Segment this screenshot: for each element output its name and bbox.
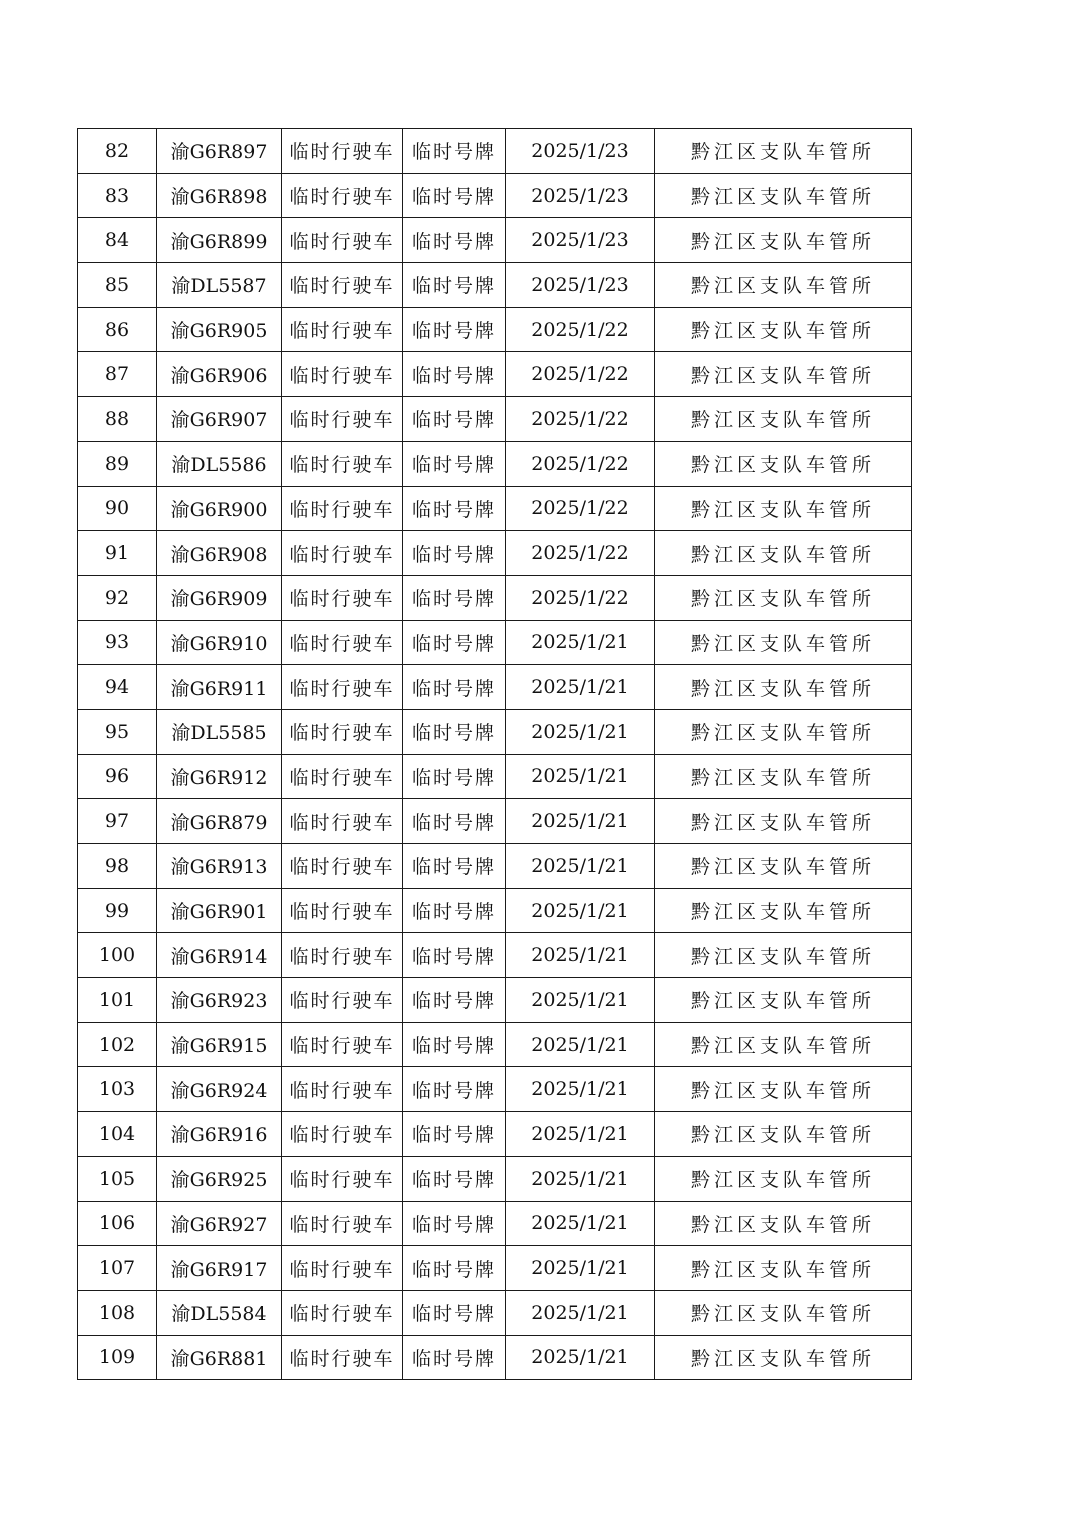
business-type-cell: 临时行驶车 bbox=[282, 129, 403, 174]
issue-date-cell: 2025/1/22 bbox=[506, 352, 655, 397]
plate-type-cell: 临时号牌 bbox=[403, 888, 506, 933]
business-type-cell: 临时行驶车 bbox=[282, 1201, 403, 1246]
issue-date-cell: 2025/1/21 bbox=[506, 1022, 655, 1067]
business-type-cell: 临时行驶车 bbox=[282, 1067, 403, 1112]
issue-date-cell: 2025/1/23 bbox=[506, 129, 655, 174]
issuing-office-cell: 黔江区支队车管所 bbox=[655, 665, 912, 710]
table-row bbox=[78, 978, 912, 1023]
business-type-cell: 临时行驶车 bbox=[282, 799, 403, 844]
plate-type-cell: 临时号牌 bbox=[403, 933, 506, 978]
issue-date-cell: 2025/1/22 bbox=[506, 486, 655, 531]
business-type-cell: 临时行驶车 bbox=[282, 1112, 403, 1157]
plate-type-cell: 临时号牌 bbox=[403, 531, 506, 576]
serial-number-cell: 85 bbox=[78, 263, 157, 308]
plate-type-cell: 临时号牌 bbox=[403, 441, 506, 486]
business-type-cell: 临时行驶车 bbox=[282, 754, 403, 799]
table-row bbox=[78, 888, 912, 933]
plate-type-cell: 临时号牌 bbox=[403, 307, 506, 352]
table-row bbox=[78, 263, 912, 308]
issuing-office-cell: 黔江区支队车管所 bbox=[655, 531, 912, 576]
serial-number-cell: 98 bbox=[78, 844, 157, 889]
issue-date-cell: 2025/1/21 bbox=[506, 1335, 655, 1380]
business-type-cell: 临时行驶车 bbox=[282, 1335, 403, 1380]
plate-type-cell: 临时号牌 bbox=[403, 709, 506, 754]
plate-number-cell: 渝DL5585 bbox=[157, 709, 282, 754]
business-type-cell: 临时行驶车 bbox=[282, 441, 403, 486]
business-type-cell: 临时行驶车 bbox=[282, 1022, 403, 1067]
issuing-office-cell: 黔江区支队车管所 bbox=[655, 1335, 912, 1380]
issue-date-cell: 2025/1/21 bbox=[506, 1112, 655, 1157]
plate-number-cell: 渝G6R913 bbox=[157, 844, 282, 889]
issuing-office-cell: 黔江区支队车管所 bbox=[655, 888, 912, 933]
issuing-office-cell: 黔江区支队车管所 bbox=[655, 173, 912, 218]
issue-date-cell: 2025/1/23 bbox=[506, 218, 655, 263]
issuing-office-cell: 黔江区支队车管所 bbox=[655, 1246, 912, 1291]
business-type-cell: 临时行驶车 bbox=[282, 531, 403, 576]
plate-number-cell: 渝G6R897 bbox=[157, 129, 282, 174]
table-row bbox=[78, 1246, 912, 1291]
plate-number-cell: 渝G6R911 bbox=[157, 665, 282, 710]
issuing-office-cell: 黔江区支队车管所 bbox=[655, 1112, 912, 1157]
issuing-office-cell: 黔江区支队车管所 bbox=[655, 978, 912, 1023]
business-type-cell: 临时行驶车 bbox=[282, 263, 403, 308]
serial-number-cell: 106 bbox=[78, 1201, 157, 1246]
plate-number-cell: 渝G6R899 bbox=[157, 218, 282, 263]
table-row bbox=[78, 754, 912, 799]
business-type-cell: 临时行驶车 bbox=[282, 575, 403, 620]
records-table bbox=[77, 128, 912, 1380]
plate-number-cell: 渝G6R908 bbox=[157, 531, 282, 576]
serial-number-cell: 99 bbox=[78, 888, 157, 933]
plate-number-cell: 渝G6R905 bbox=[157, 307, 282, 352]
issuing-office-cell: 黔江区支队车管所 bbox=[655, 754, 912, 799]
plate-number-cell: 渝G6R914 bbox=[157, 933, 282, 978]
serial-number-cell: 87 bbox=[78, 352, 157, 397]
issuing-office-cell: 黔江区支队车管所 bbox=[655, 933, 912, 978]
table-row bbox=[78, 799, 912, 844]
plate-type-cell: 临时号牌 bbox=[403, 620, 506, 665]
plate-type-cell: 临时号牌 bbox=[403, 1201, 506, 1246]
table-row bbox=[78, 933, 912, 978]
serial-number-cell: 104 bbox=[78, 1112, 157, 1157]
table-row bbox=[78, 1067, 912, 1112]
plate-number-cell: 渝G6R881 bbox=[157, 1335, 282, 1380]
issue-date-cell: 2025/1/23 bbox=[506, 263, 655, 308]
business-type-cell: 临时行驶车 bbox=[282, 709, 403, 754]
plate-type-cell: 临时号牌 bbox=[403, 1112, 506, 1157]
issuing-office-cell: 黔江区支队车管所 bbox=[655, 307, 912, 352]
plate-number-cell: 渝DL5587 bbox=[157, 263, 282, 308]
plate-number-cell: 渝G6R916 bbox=[157, 1112, 282, 1157]
issuing-office-cell: 黔江区支队车管所 bbox=[655, 1201, 912, 1246]
table-row bbox=[78, 1201, 912, 1246]
table-row bbox=[78, 397, 912, 442]
table-row bbox=[78, 307, 912, 352]
serial-number-cell: 96 bbox=[78, 754, 157, 799]
plate-type-cell: 临时号牌 bbox=[403, 129, 506, 174]
plate-type-cell: 临时号牌 bbox=[403, 1156, 506, 1201]
table-row bbox=[78, 531, 912, 576]
plate-type-cell: 临时号牌 bbox=[403, 1067, 506, 1112]
plate-type-cell: 临时号牌 bbox=[403, 1290, 506, 1335]
business-type-cell: 临时行驶车 bbox=[282, 1246, 403, 1291]
table-row bbox=[78, 173, 912, 218]
serial-number-cell: 107 bbox=[78, 1246, 157, 1291]
plate-number-cell: 渝DL5584 bbox=[157, 1290, 282, 1335]
plate-number-cell: 渝G6R907 bbox=[157, 397, 282, 442]
table-row bbox=[78, 441, 912, 486]
serial-number-cell: 88 bbox=[78, 397, 157, 442]
plate-number-cell: 渝G6R879 bbox=[157, 799, 282, 844]
serial-number-cell: 91 bbox=[78, 531, 157, 576]
issue-date-cell: 2025/1/21 bbox=[506, 1156, 655, 1201]
table-row bbox=[78, 665, 912, 710]
plate-number-cell: 渝G6R924 bbox=[157, 1067, 282, 1112]
issuing-office-cell: 黔江区支队车管所 bbox=[655, 709, 912, 754]
issuing-office-cell: 黔江区支队车管所 bbox=[655, 1290, 912, 1335]
serial-number-cell: 84 bbox=[78, 218, 157, 263]
table-row bbox=[78, 352, 912, 397]
plate-number-cell: 渝G6R912 bbox=[157, 754, 282, 799]
issue-date-cell: 2025/1/23 bbox=[506, 173, 655, 218]
serial-number-cell: 101 bbox=[78, 978, 157, 1023]
issue-date-cell: 2025/1/21 bbox=[506, 1290, 655, 1335]
plate-type-cell: 临时号牌 bbox=[403, 397, 506, 442]
issuing-office-cell: 黔江区支队车管所 bbox=[655, 218, 912, 263]
business-type-cell: 临时行驶车 bbox=[282, 1290, 403, 1335]
table-row bbox=[78, 575, 912, 620]
issuing-office-cell: 黔江区支队车管所 bbox=[655, 397, 912, 442]
table-row bbox=[78, 1022, 912, 1067]
business-type-cell: 临时行驶车 bbox=[282, 486, 403, 531]
serial-number-cell: 108 bbox=[78, 1290, 157, 1335]
table-row bbox=[78, 1335, 912, 1380]
business-type-cell: 临时行驶车 bbox=[282, 1156, 403, 1201]
issue-date-cell: 2025/1/21 bbox=[506, 665, 655, 710]
plate-number-cell: 渝G6R923 bbox=[157, 978, 282, 1023]
plate-type-cell: 临时号牌 bbox=[403, 575, 506, 620]
plate-number-cell: 渝G6R898 bbox=[157, 173, 282, 218]
issue-date-cell: 2025/1/22 bbox=[506, 531, 655, 576]
table-row bbox=[78, 709, 912, 754]
issue-date-cell: 2025/1/21 bbox=[506, 1246, 655, 1291]
business-type-cell: 临时行驶车 bbox=[282, 307, 403, 352]
serial-number-cell: 83 bbox=[78, 173, 157, 218]
plate-number-cell: 渝G6R927 bbox=[157, 1201, 282, 1246]
issue-date-cell: 2025/1/21 bbox=[506, 844, 655, 889]
issuing-office-cell: 黔江区支队车管所 bbox=[655, 1067, 912, 1112]
table-row bbox=[78, 1156, 912, 1201]
issue-date-cell: 2025/1/21 bbox=[506, 978, 655, 1023]
plate-type-cell: 临时号牌 bbox=[403, 1246, 506, 1291]
table-row bbox=[78, 1290, 912, 1335]
issue-date-cell: 2025/1/22 bbox=[506, 307, 655, 352]
records-body bbox=[78, 129, 912, 1380]
serial-number-cell: 92 bbox=[78, 575, 157, 620]
plate-type-cell: 临时号牌 bbox=[403, 1335, 506, 1380]
serial-number-cell: 94 bbox=[78, 665, 157, 710]
serial-number-cell: 90 bbox=[78, 486, 157, 531]
issue-date-cell: 2025/1/21 bbox=[506, 1067, 655, 1112]
business-type-cell: 临时行驶车 bbox=[282, 352, 403, 397]
plate-number-cell: 渝G6R910 bbox=[157, 620, 282, 665]
table-row bbox=[78, 486, 912, 531]
serial-number-cell: 95 bbox=[78, 709, 157, 754]
plate-type-cell: 临时号牌 bbox=[403, 486, 506, 531]
issuing-office-cell: 黔江区支队车管所 bbox=[655, 575, 912, 620]
plate-type-cell: 临时号牌 bbox=[403, 844, 506, 889]
table-row bbox=[78, 620, 912, 665]
table-row bbox=[78, 844, 912, 889]
serial-number-cell: 100 bbox=[78, 933, 157, 978]
plate-number-cell: 渝G6R906 bbox=[157, 352, 282, 397]
serial-number-cell: 82 bbox=[78, 129, 157, 174]
serial-number-cell: 97 bbox=[78, 799, 157, 844]
table-row bbox=[78, 218, 912, 263]
business-type-cell: 临时行驶车 bbox=[282, 933, 403, 978]
plate-type-cell: 临时号牌 bbox=[403, 799, 506, 844]
issue-date-cell: 2025/1/22 bbox=[506, 575, 655, 620]
issuing-office-cell: 黔江区支队车管所 bbox=[655, 129, 912, 174]
plate-type-cell: 临时号牌 bbox=[403, 173, 506, 218]
issue-date-cell: 2025/1/22 bbox=[506, 441, 655, 486]
serial-number-cell: 105 bbox=[78, 1156, 157, 1201]
business-type-cell: 临时行驶车 bbox=[282, 844, 403, 889]
issuing-office-cell: 黔江区支队车管所 bbox=[655, 486, 912, 531]
plate-type-cell: 临时号牌 bbox=[403, 754, 506, 799]
table-row bbox=[78, 1112, 912, 1157]
serial-number-cell: 89 bbox=[78, 441, 157, 486]
plate-type-cell: 临时号牌 bbox=[403, 218, 506, 263]
issue-date-cell: 2025/1/21 bbox=[506, 933, 655, 978]
plate-type-cell: 临时号牌 bbox=[403, 263, 506, 308]
serial-number-cell: 86 bbox=[78, 307, 157, 352]
issue-date-cell: 2025/1/21 bbox=[506, 1201, 655, 1246]
business-type-cell: 临时行驶车 bbox=[282, 665, 403, 710]
plate-type-cell: 临时号牌 bbox=[403, 352, 506, 397]
plate-number-cell: 渝G6R909 bbox=[157, 575, 282, 620]
issue-date-cell: 2025/1/21 bbox=[506, 620, 655, 665]
business-type-cell: 临时行驶车 bbox=[282, 888, 403, 933]
issue-date-cell: 2025/1/21 bbox=[506, 754, 655, 799]
issuing-office-cell: 黔江区支队车管所 bbox=[655, 352, 912, 397]
issue-date-cell: 2025/1/21 bbox=[506, 888, 655, 933]
issue-date-cell: 2025/1/21 bbox=[506, 799, 655, 844]
plate-number-cell: 渝G6R925 bbox=[157, 1156, 282, 1201]
issuing-office-cell: 黔江区支队车管所 bbox=[655, 1156, 912, 1201]
business-type-cell: 临时行驶车 bbox=[282, 978, 403, 1023]
issuing-office-cell: 黔江区支队车管所 bbox=[655, 620, 912, 665]
plate-type-cell: 临时号牌 bbox=[403, 665, 506, 710]
business-type-cell: 临时行驶车 bbox=[282, 397, 403, 442]
serial-number-cell: 102 bbox=[78, 1022, 157, 1067]
business-type-cell: 临时行驶车 bbox=[282, 218, 403, 263]
serial-number-cell: 103 bbox=[78, 1067, 157, 1112]
business-type-cell: 临时行驶车 bbox=[282, 173, 403, 218]
issuing-office-cell: 黔江区支队车管所 bbox=[655, 1022, 912, 1067]
plate-type-cell: 临时号牌 bbox=[403, 978, 506, 1023]
plate-number-cell: 渝DL5586 bbox=[157, 441, 282, 486]
issue-date-cell: 2025/1/21 bbox=[506, 709, 655, 754]
issuing-office-cell: 黔江区支队车管所 bbox=[655, 799, 912, 844]
issue-date-cell: 2025/1/22 bbox=[506, 397, 655, 442]
issuing-office-cell: 黔江区支队车管所 bbox=[655, 263, 912, 308]
plate-type-cell: 临时号牌 bbox=[403, 1022, 506, 1067]
plate-number-cell: 渝G6R915 bbox=[157, 1022, 282, 1067]
table-row bbox=[78, 129, 912, 174]
serial-number-cell: 109 bbox=[78, 1335, 157, 1380]
plate-number-cell: 渝G6R900 bbox=[157, 486, 282, 531]
plate-number-cell: 渝G6R917 bbox=[157, 1246, 282, 1291]
business-type-cell: 临时行驶车 bbox=[282, 620, 403, 665]
plate-number-cell: 渝G6R901 bbox=[157, 888, 282, 933]
issuing-office-cell: 黔江区支队车管所 bbox=[655, 844, 912, 889]
issuing-office-cell: 黔江区支队车管所 bbox=[655, 441, 912, 486]
serial-number-cell: 93 bbox=[78, 620, 157, 665]
